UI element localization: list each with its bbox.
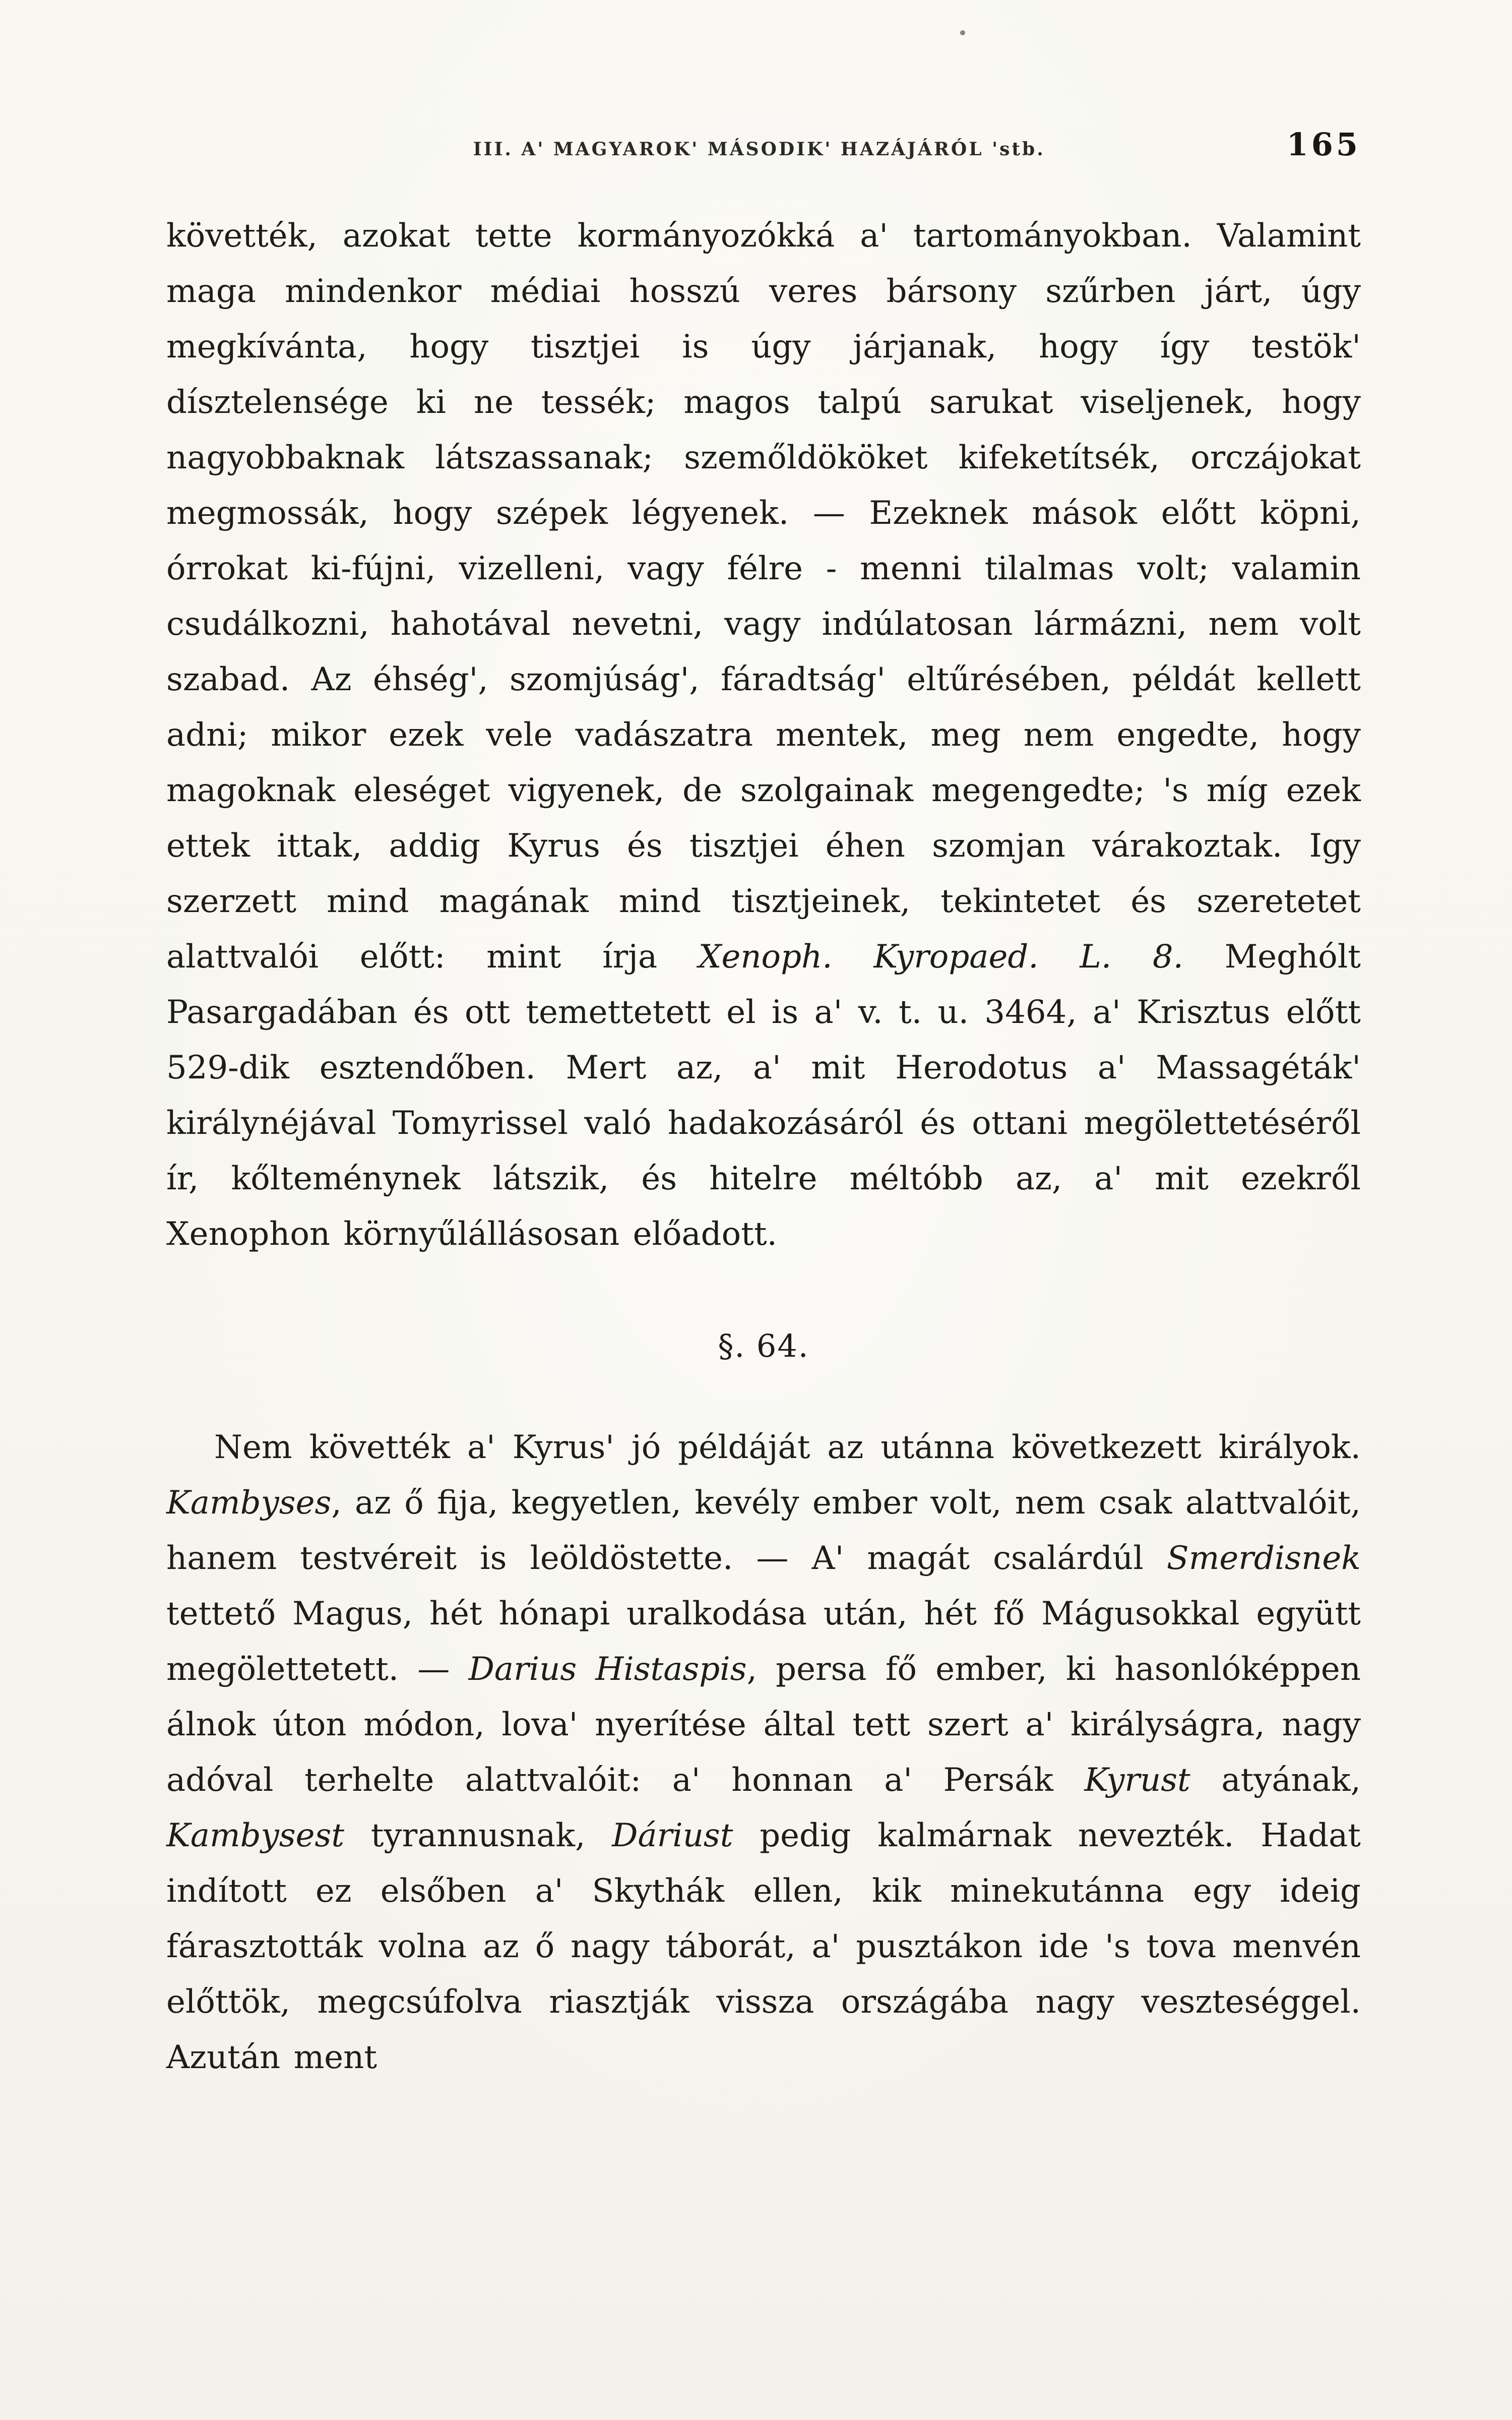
page-number: 165 xyxy=(1286,126,1361,163)
running-title: III. A' MAGYAROK' MÁSODIK' HAZÁJÁRÓL 'stb. xyxy=(473,139,1045,160)
page-header xyxy=(166,126,1361,163)
body-paragraph-2: Nem követték a' Kyrus' jó példáját az utánna következett királyok. Kambyses, az ő fija, kegyetlen, kevély ember volt, nem csak alattvalóit, hanem testvéreit is leöldöstette. — A' magát csalárdúl Smerdisnek tettető Magus, hét hónapi uralkodása után, hét fő Mágusokkal együtt megölettetett. — Darius Histaspis, persa fő ember, ki hasonlóképpen álnok úton módon, lova' nyerítése által tett szert a' királyságra, nagy adóval terhelte alattvalóit: a' honnan a' Persák Kyrust atyának, Kambysest tyrannusnak, Dáriust pedig kalmárnak nevezték. Hadat indított ez elsőben a' Skythák ellen, kik minekutánna egy ideig fárasztották volna az ő nagy táborát, a' pusztákon ide 's tova menvén előttök, megcsúfolva riasztják vissza országába nagy veszteséggel. Azután ment xyxy=(166,1429,1361,2076)
section-heading: §. 64. xyxy=(718,1327,809,1364)
body-paragraph-1: követték, azokat tette kormányozókká a' tartományokban. Valamint maga mindenkor médiai hosszú veres bársony szűrben járt, úgy megkívánta, hogy tisztjei is úgy járjanak, hogy így testök' dísztelensége ki ne tessék; magos talpú sarukat viseljenek, hogy nagyobbaknak látszassanak; szemőldököket kifeketítsék, orczájokat megmossák, hogy szépek légyenek. — Ezeknek mások előtt köpni, órrokat ki-fújni, vizelleni, vagy félre - menni tilalmas volt; valamin csudálkozni, hahotával nevetni, vagy indúlatosan lármázni, nem volt szabad. Az éhség', szomjúság', fáradtság' eltűrésében, példát kellett adni; mikor ezek vele vadászatra mentek, meg nem engedte, hogy magoknak eleséget vigyenek, de szolgainak megengedte; 's míg ezek ettek ittak, addig Kyrus és tisztjei éhen szomjan várakoztak. Igy szerzett mind magának mind tisztjeinek, tekintetet és szeretetet alattvalói előtt: mint írja Xenoph. Kyropaed. L. 8. Meghólt Pasargadában és ott temettetett el is a' v. t. u. 3464, a' Krisztus előtt 529-dik esztendőben. Mert az, a' mit Herodotus a' Massagéták' királynéjával Tomyrissel való hadakozásáról és ottani megölettetéséről ír, kőlteménynek látszik, és hitelre méltóbb az, a' mit ezekről Xenophon környűlállásosan előadott. xyxy=(166,217,1361,1253)
text-block xyxy=(166,208,1361,2085)
scan-speck xyxy=(960,30,965,35)
